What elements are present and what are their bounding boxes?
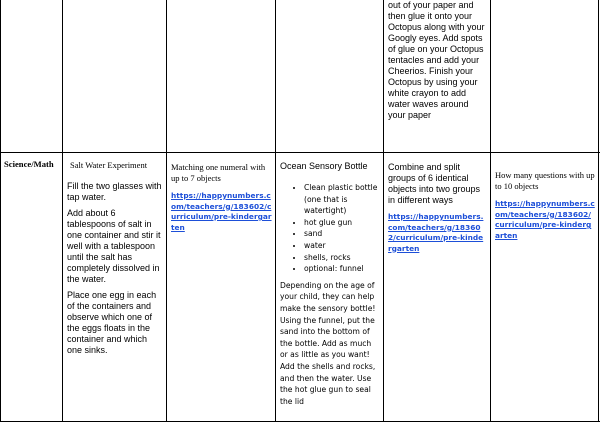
salt-step-3: Place one egg in each of the containers and observe which one of the eggs floats in the container and which one sinks. (67, 289, 157, 355)
grid-line (166, 0, 167, 422)
grid-line (62, 0, 63, 422)
list-item: • hot glue gun (304, 217, 380, 229)
list-item: • optional: funnel (304, 263, 380, 275)
grid-line (0, 0, 1, 422)
ocean-materials-list (280, 182, 380, 275)
salt-water-title: Salt Water Experiment (70, 160, 148, 170)
combine-cell (388, 162, 486, 254)
matching-cell (171, 162, 273, 233)
grid-line (275, 0, 276, 422)
row-divider (0, 152, 600, 153)
matching-title: Matching one numeral with up to 7 objects (171, 162, 266, 183)
salt-step-1: Fill the two glasses with tap water. (67, 180, 162, 202)
ocean-instructions: Depending on the age of your child, they can help make the sensory bottle! Using the funnel, put the sand into the bottom of the bottle. Add as much or as little as you want! Add the shells and rocks, and then the water. Use the hot glue gun to seal the lid (280, 280, 376, 406)
salt-step-2: Add about 6 tablespoons of salt in one container and stir it well with a tablespoon until the salt has completely dissolved in the water. (67, 207, 161, 284)
ocean-title: Ocean Sensory Bottle (280, 161, 368, 171)
grid-line (598, 0, 599, 422)
ocean-cell (280, 161, 380, 407)
combine-link[interactable]: https://happynumbers.com/teachers/g/183602/curriculum/pre-kindergarten (388, 212, 484, 253)
grid-line (383, 0, 384, 422)
list-item: • sand (304, 228, 380, 240)
list-item: • water (304, 240, 380, 252)
questions-link[interactable]: https://happynumbers.com/teachers/g/183602/curriculum/pre-kindergarten (495, 199, 595, 240)
list-item: • shells, rocks (304, 252, 380, 264)
list-item: • Clean plastic bottle (one that is watertight) (304, 182, 380, 217)
octopus-instructions: out of your paper and then glue it onto your Octopus along with your Googly eyes. Add spots of glue on your Octopus tentacles and add your Cheerios. Finish your Octopus by using your white crayon to add water waves around your paper (388, 0, 485, 120)
questions-cell (495, 170, 595, 241)
matching-link[interactable]: https://happynumbers.com/teachers/g/183602/curriculum/pre-kindergarten (171, 191, 272, 232)
grid-line (490, 0, 491, 422)
row-label-science-math: Science/Math (4, 159, 54, 169)
questions-title: How many questions with up to 10 objects (495, 170, 595, 191)
salt-water-cell (67, 160, 163, 361)
combine-title: Combine and split groups of 6 identical objects into two groups in different ways (388, 162, 481, 205)
